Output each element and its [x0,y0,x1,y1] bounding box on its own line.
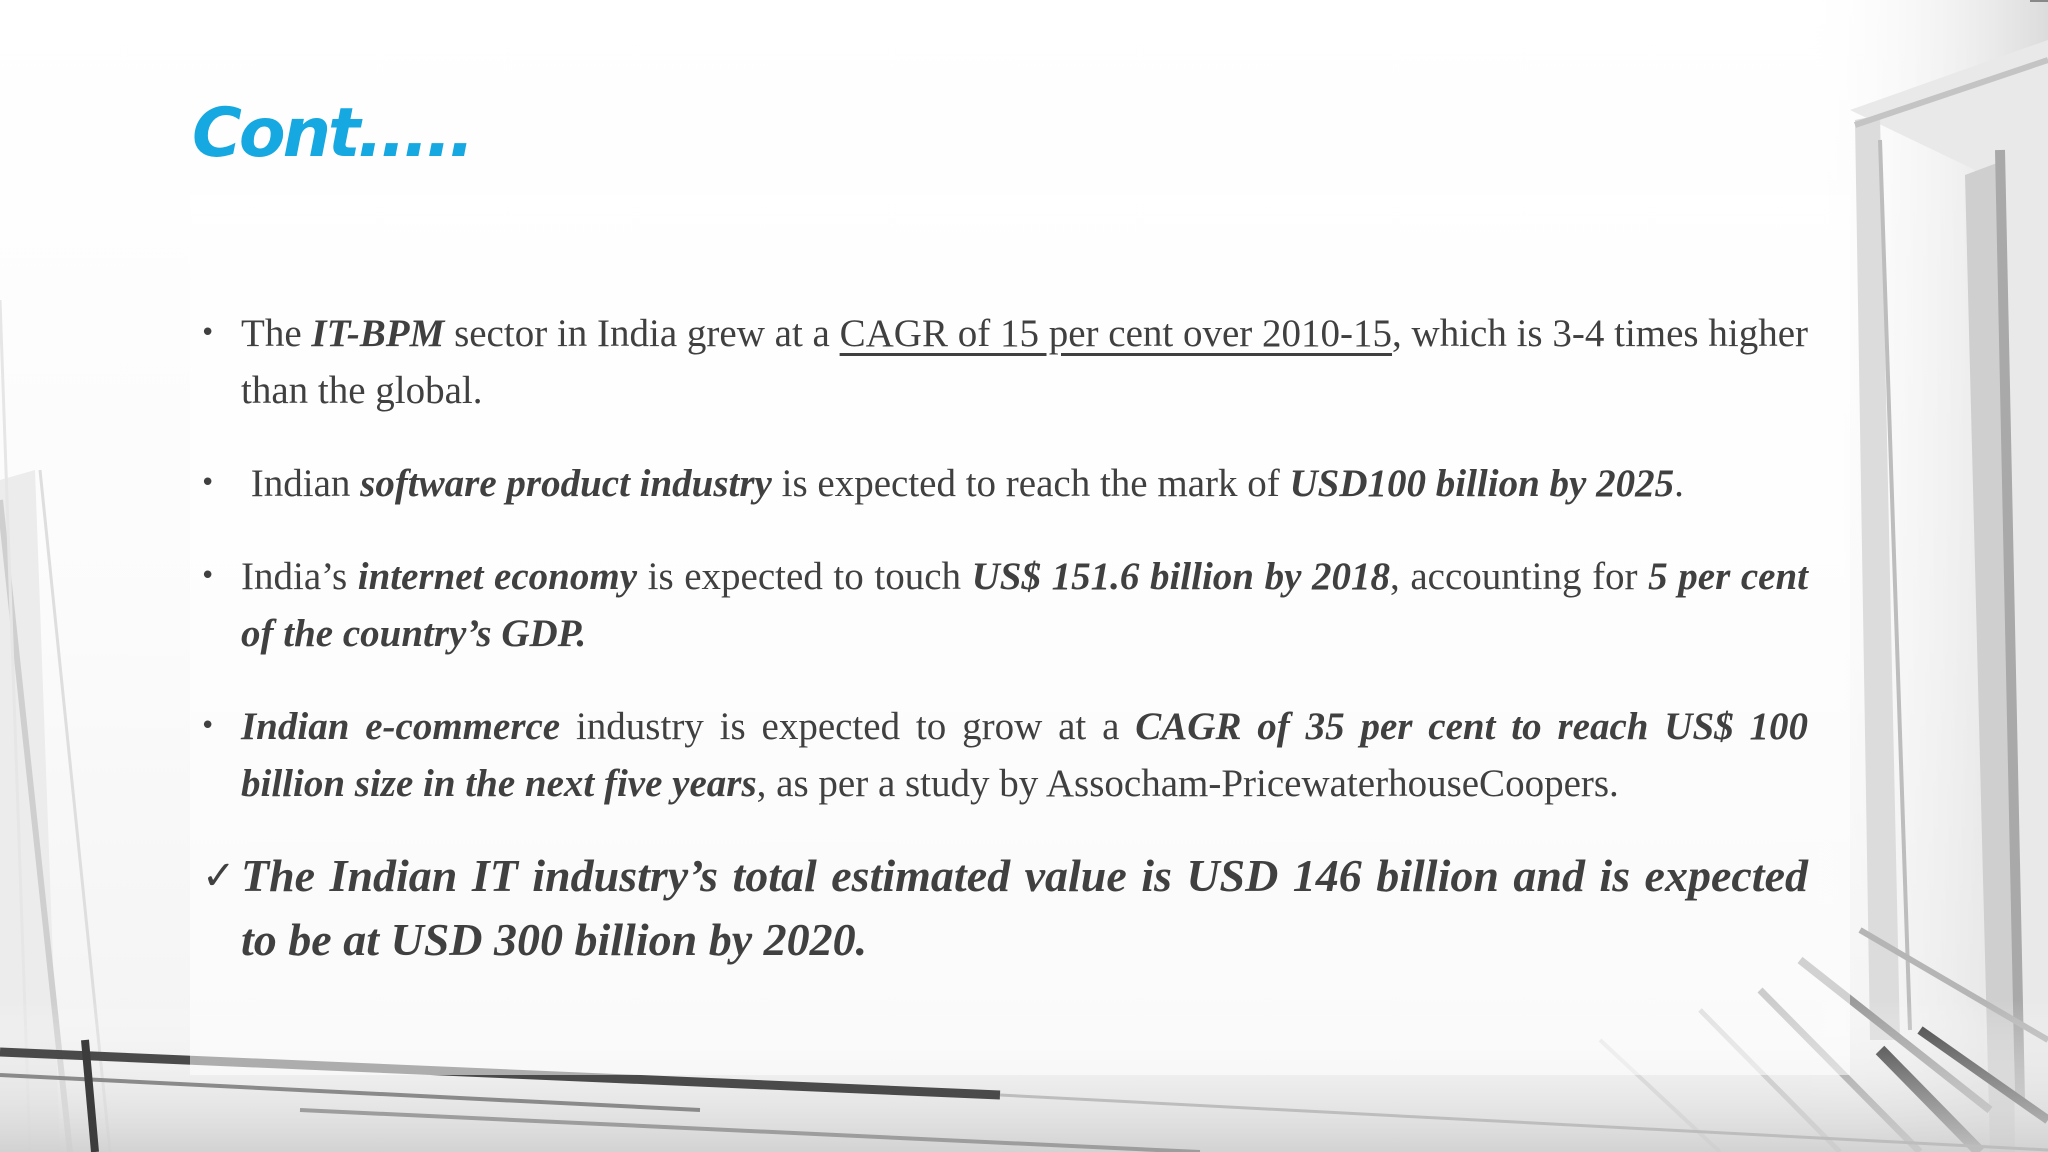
bullet-item-ecommerce [200,698,1808,812]
bullet-dot-icon: • [200,561,216,591]
bullet-dot-icon: • [200,468,216,498]
bullet-text: industry is expected to grow at a [560,705,1136,748]
bullet-dot-icon: • [200,318,216,348]
bullet-emphasis: IT-BPM [311,312,445,355]
bullet-text: , which is 3-4 times higher than the global. [241,312,1808,412]
bullet-emphasis: CAGR of 35 per cent to reach US$ 100 billion size in the next five years [241,705,1808,805]
bullet-text: , as per a study by Assocham-PricewaterhouseCoopers. [756,762,1619,805]
bullet-dot-icon: • [200,711,216,741]
bullet-text: India’s [241,555,358,598]
bullet-underlined-text: CAGR of 15 per cent over 2010-15 [839,312,1393,355]
bullet-emphasis: US$ 151.6 billion by 2018 [971,555,1390,598]
bullet-text: is expected to reach the mark of [771,462,1290,505]
bullet-text: Indian [241,462,361,505]
bullet-item-internet-economy [200,548,1808,662]
bullet-item-software-product [200,455,1808,512]
highlight-text: The Indian IT industry’s total estimated value is USD 146 billion and is expected to be at USD 300 billion by 2020. [241,850,1808,965]
highlight-item-it-industry-value [200,844,1808,972]
bullet-text: , accounting for [1390,555,1649,598]
bullet-text: sector in India grew at a [444,312,840,355]
bullet-emphasis: internet economy [357,555,638,598]
bullet-emphasis: 5 per cent of the country’s GDP. [241,555,1809,655]
bullet-emphasis: USD100 billion by 2025 [1289,462,1675,505]
check-mark-icon: ✓ [202,853,236,899]
bullet-text: The [241,312,312,355]
bullet-list [200,305,1808,972]
bullet-emphasis: software product industry [360,462,772,505]
bullet-text: is expected to touch [637,555,972,598]
bullet-item-it-bpm [200,305,1808,419]
bullet-emphasis: Indian e-commerce [241,705,561,748]
bullet-text: . [1674,462,1684,505]
slide-title: Cont..... [192,94,472,173]
